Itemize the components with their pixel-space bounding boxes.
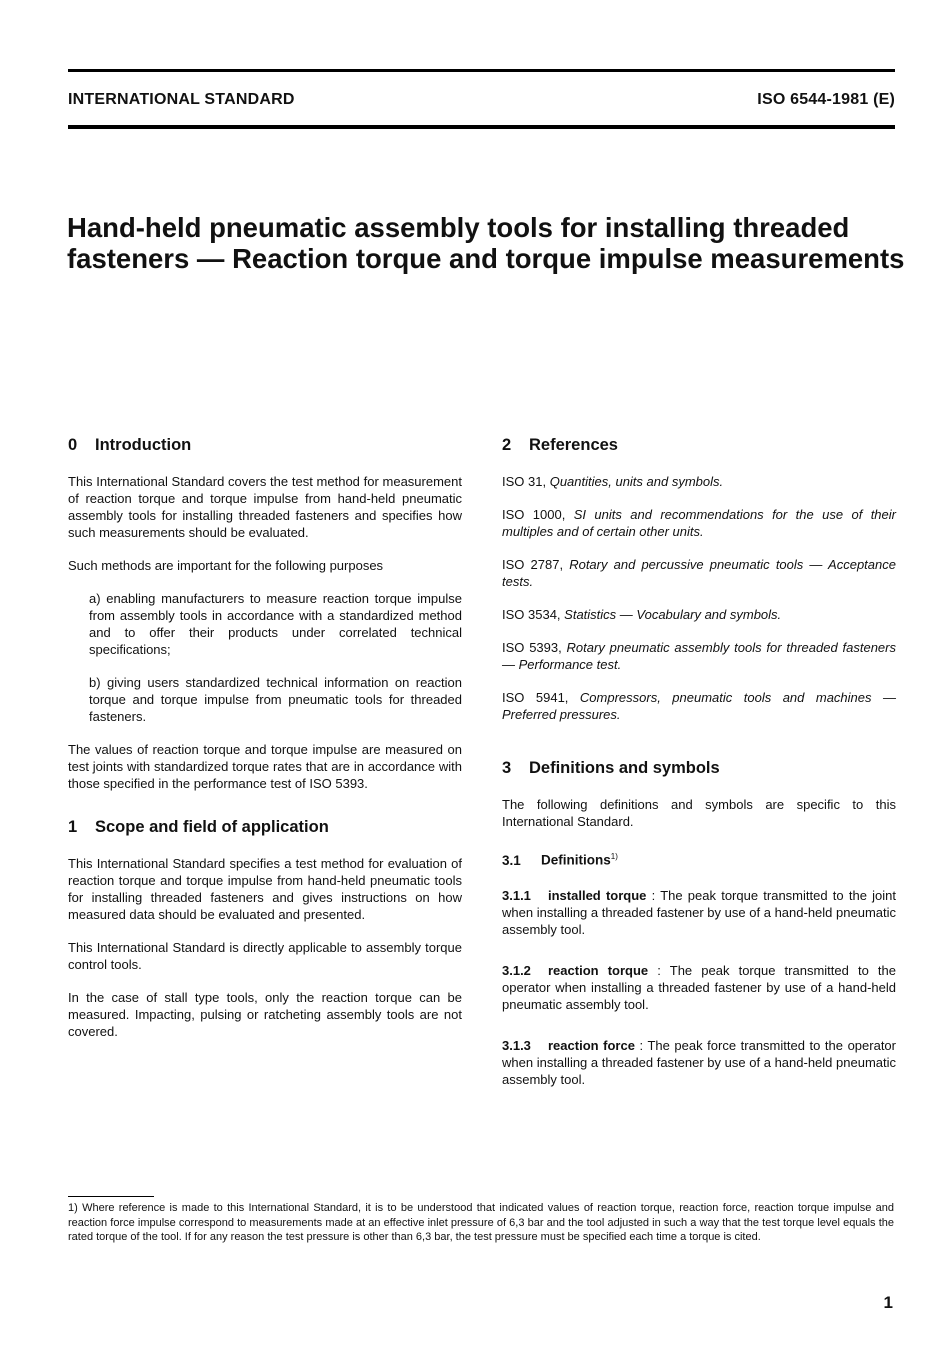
scope-paragraph-3: In the case of stall type tools, only the reaction torque can be measured. Impacting, pulsing or ratcheting assembly tools are not covered. — [68, 990, 462, 1039]
section-title: References — [529, 436, 618, 454]
section-3-heading — [502, 757, 896, 779]
header-document-code: ISO 6544-1981 (E) — [757, 91, 895, 108]
reference-item — [502, 506, 896, 540]
section-number: 2 — [502, 436, 512, 454]
subsection-title: Definitions — [541, 852, 611, 868]
reference-title: Compressors, pneumatic tools and machines — Preferred pressures. — [502, 690, 896, 722]
section-number: 0 — [68, 436, 78, 454]
reference-code: ISO 1000, — [502, 507, 566, 522]
right-column — [502, 434, 896, 1104]
definition-term: reaction torque — [548, 962, 649, 978]
reference-title: Statistics — Vocabulary and symbols. — [564, 607, 782, 622]
intro-paragraph-2: Such methods are important for the following purposes — [68, 558, 384, 573]
reference-code: ISO 5941, — [502, 690, 569, 705]
reference-item — [502, 689, 896, 723]
definition-text: : The peak force transmitted to the operator when installing a threaded fastener by use of a hand-held pneumatic assembly tool. — [502, 1037, 896, 1087]
reference-title: Rotary and percussive pneumatic tools — Acceptance tests. — [502, 557, 896, 589]
section-title: Introduction — [95, 436, 192, 454]
header-top-rule — [68, 69, 895, 72]
reference-item — [502, 606, 896, 623]
definition-term: installed torque — [548, 887, 647, 903]
intro-paragraph-3: The values of reaction torque and torque impulse are measured on test joints with standardized torque rates that are in accordance with those specified in the performance test of ISO 5393. — [68, 742, 462, 791]
reference-title: Rotary pneumatic assembly tools for threaded fasteners — Performance test. — [502, 640, 896, 672]
intro-list-item-b: b) giving users standardized technical information on reaction torque and torque impulse from pneumatic tools for threaded fasteners. — [89, 675, 462, 724]
definition-term: reaction force — [548, 1037, 635, 1053]
reference-title: Quantities, units and symbols. — [549, 474, 724, 489]
section-2-heading — [502, 434, 896, 456]
section-0-heading — [68, 434, 462, 456]
section-number: 1 — [68, 818, 78, 836]
definition-number: 3.1.2 — [502, 962, 531, 978]
definition-item — [502, 1037, 896, 1088]
section-title: Definitions and symbols — [529, 759, 720, 777]
document-title: Hand-held pneumatic assembly tools for installing threaded fasteners — Reaction torque and torque impulse measurements — [67, 212, 905, 274]
subsection-3-1-heading — [502, 848, 896, 869]
page-number: 1 — [883, 1293, 893, 1312]
reference-code: ISO 5393, — [502, 640, 562, 655]
definition-text: : The peak torque transmitted to the joint when installing a threaded fastener by use of a hand-held pneumatic assembly tool. — [502, 887, 896, 937]
definition-number: 3.1.1 — [502, 887, 531, 903]
definition-number: 3.1.3 — [502, 1037, 531, 1053]
scope-paragraph-1: This International Standard specifies a test method for evaluation of reaction torque and torque impulse from hand-held pneumatic tools for installing threaded fasteners and gives instructions on how measured data should be evaluated and presented. — [68, 856, 462, 922]
reference-item — [502, 473, 896, 490]
intro-paragraph-1: This International Standard covers the test method for measurement of reaction torque and torque impulse from hand-held pneumatic assembly tools for installing threaded fasteners and specifies how such measurements should be evaluated. — [68, 474, 462, 540]
definition-text: : The peak torque transmitted to the operator when installing a threaded fastener by use of a hand-held pneumatic assembly tool. — [502, 962, 897, 1012]
definition-item — [502, 962, 896, 1013]
reference-title: SI units and recommendations for the use of their multiples and of certain other units. — [502, 507, 896, 539]
header-bottom-rule — [68, 125, 895, 129]
left-column — [68, 434, 462, 1056]
reference-code: ISO 2787, — [502, 557, 564, 572]
section-number: 3 — [502, 759, 512, 777]
scope-paragraph-2: This International Standard is directly applicable to assembly torque control tools. — [68, 940, 462, 972]
reference-item — [502, 556, 896, 590]
reference-code: ISO 3534, — [502, 607, 561, 622]
header-standard-label: INTERNATIONAL STANDARD — [68, 91, 295, 108]
footnote: 1) Where reference is made to this International Standard, it is to be understood that indicated values of reaction torque, reaction force, reaction torque impulse and reaction force impulse correspond to measurements made at an effective inlet pressure of 6,3 bar and the tool adjusted in such a way that the test torque level equals the rated torque of the tool. If for any reason the test pressure is other than 6,3 bar, the test pressure must be specified each time a torque is cited. — [68, 1202, 894, 1243]
subsection-number: 3.1 — [502, 852, 521, 868]
definitions-intro: The following definitions and symbols are specific to this International Standard. — [502, 797, 896, 829]
reference-item — [502, 639, 896, 673]
section-title: Scope and field of application — [95, 818, 329, 836]
definition-item — [502, 887, 896, 938]
footnote-rule — [68, 1196, 154, 1197]
reference-code: ISO 31, — [502, 474, 547, 489]
intro-list-item-a: a) enabling manufacturers to measure reaction torque impulse from assembly tools in accordance with a standardized method and to offer their products under correlated technical specifications; — [89, 591, 462, 657]
section-1-heading — [68, 816, 462, 838]
footnote-marker: 1) — [610, 852, 618, 861]
